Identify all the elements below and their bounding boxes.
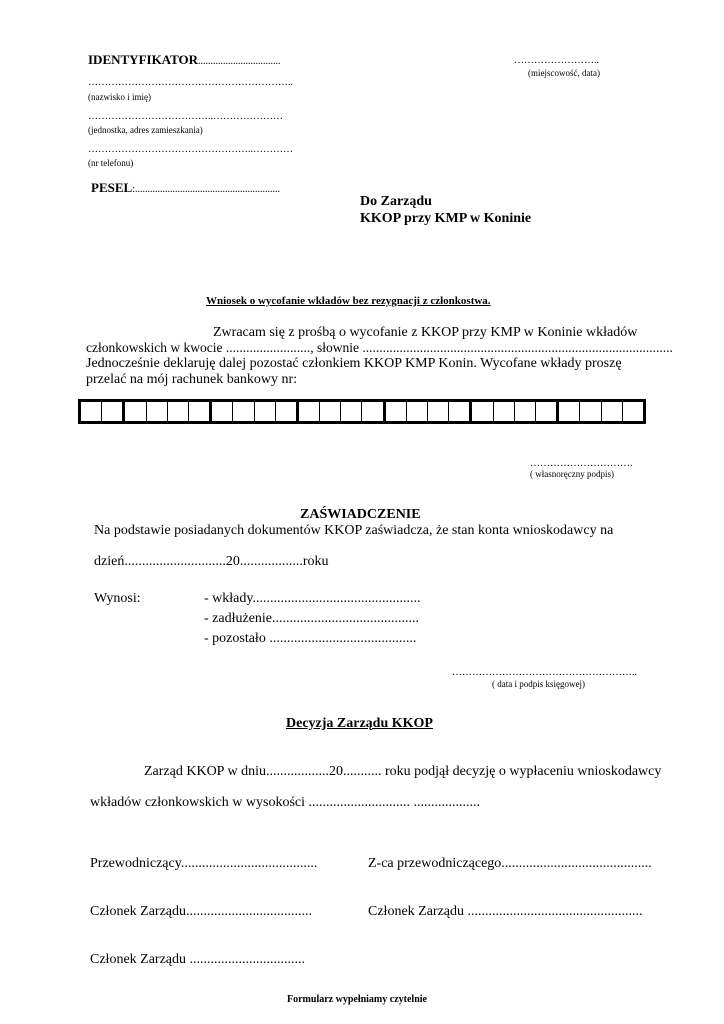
request-line3: Jednocześnie deklaruję dalej pozostać członkiem KKOP KMP Konin. Wycofane wkłady proszę [86, 356, 622, 371]
account-digit-cell[interactable] [276, 402, 299, 421]
account-digit-cell[interactable] [536, 402, 559, 421]
account-digit-cell[interactable] [255, 402, 276, 421]
account-digit-cell[interactable] [449, 402, 472, 421]
identyfikator-label: IDENTYFIKATOR................................. [88, 52, 281, 67]
account-digit-cell[interactable] [189, 402, 212, 421]
phone-caption: (nr telefonu) [88, 158, 134, 168]
account-digit-cell[interactable] [559, 402, 580, 421]
request-line4: przelać na mój rachunek bankowy nr: [86, 372, 298, 387]
certificate-date-line: dzień.............................20..................roku [94, 554, 329, 569]
wynosi-label: Wynosi: [94, 591, 141, 606]
signature-caption: ( własnoręczny podpis) [530, 469, 614, 479]
account-digit-cell[interactable] [623, 402, 643, 421]
certificate-item-wklady: - wkłady................................................ [204, 591, 421, 606]
account-digit-cell[interactable] [494, 402, 515, 421]
account-digit-cell[interactable] [125, 402, 146, 421]
bank-account-grid[interactable] [78, 399, 646, 424]
signature-field[interactable]: …………………………. [530, 458, 633, 469]
vice-chairman-signature: Z-ca przewodniczącego........................................... [368, 856, 652, 871]
account-digit-cell[interactable] [428, 402, 449, 421]
request-title: Wniosek o wycofanie wkładów bez rezygnacji z członkostwa. [206, 295, 491, 307]
account-digit-cell[interactable] [515, 402, 536, 421]
account-digit-cell[interactable] [341, 402, 362, 421]
request-line2: członkowskich w kwocie ........................., słownie ............................................................................................ [86, 340, 673, 355]
account-digit-cell[interactable] [407, 402, 428, 421]
accountant-signature-field[interactable]: ……………………………………………….. [452, 667, 637, 678]
account-digit-cell[interactable] [602, 402, 623, 421]
decision-line2: wkładów członkowskich w wysokości ............................. ................... [90, 795, 481, 810]
account-digit-cell[interactable] [320, 402, 341, 421]
account-digit-cell[interactable] [362, 402, 385, 421]
board-member-signature-2: Członek Zarządu .................................................. [368, 904, 643, 919]
name-field[interactable]: …………………………………………………….. [88, 77, 293, 88]
account-digit-cell[interactable] [81, 402, 102, 421]
unit-address-caption: (jednostka, adres zamieszkania) [88, 125, 203, 135]
certificate-item-pozostalo: - pozostało .......................................... [204, 631, 417, 646]
phone-field[interactable]: …………………………………………..………… [88, 144, 293, 155]
name-caption: (nazwisko i imię) [88, 92, 151, 102]
account-digit-cell[interactable] [233, 402, 254, 421]
unit-address-field[interactable]: ………………………………..………………… [88, 111, 283, 122]
addressee-line2: KKOP przy KMP w Koninie [360, 211, 532, 226]
chairman-signature: Przewodniczący....................................... [90, 856, 318, 871]
board-member-signature-1: Członek Zarządu.................................... [90, 904, 313, 919]
account-digit-cell[interactable] [580, 402, 601, 421]
account-digit-cell[interactable] [212, 402, 233, 421]
certificate-line1: Na podstawie posiadanych dokumentów KKOP zaświadcza, że stan konta wnioskodawcy na [94, 523, 614, 538]
place-date-field[interactable]: …………………….. [514, 55, 599, 66]
place-date-caption: (miejscowość, data) [528, 68, 600, 78]
account-digit-cell[interactable] [386, 402, 407, 421]
pesel-label: PESEL:.......................................................... [91, 180, 280, 195]
pesel-field[interactable]: :.......................................................... [132, 184, 280, 195]
account-digit-cell[interactable] [147, 402, 168, 421]
decision-line1: Zarząd KKOP w dniu..................20........... roku podjął decyzję o wypłaceniu wnioskodawcy [144, 764, 662, 779]
certificate-title: ZAŚWIADCZENIE [300, 507, 421, 522]
footer-note: Formularz wypełniamy czytelnie [287, 994, 427, 1005]
board-member-signature-3: Członek Zarządu ................................. [90, 952, 306, 967]
certificate-item-zadluzenie: - zadłużenie.......................................... [204, 611, 420, 626]
account-digit-cell[interactable] [102, 402, 125, 421]
addressee-line1: Do Zarządu [360, 194, 432, 209]
account-digit-cell[interactable] [299, 402, 320, 421]
accountant-signature-caption: ( data i podpis księgowej) [492, 679, 585, 689]
decision-title: Decyzja Zarządu KKOP [286, 716, 433, 731]
request-line1: Zwracam się z prośbą o wycofanie z KKOP przy KMP w Koninie wkładów [213, 325, 638, 340]
account-digit-cell[interactable] [168, 402, 189, 421]
account-digit-cell[interactable] [472, 402, 493, 421]
